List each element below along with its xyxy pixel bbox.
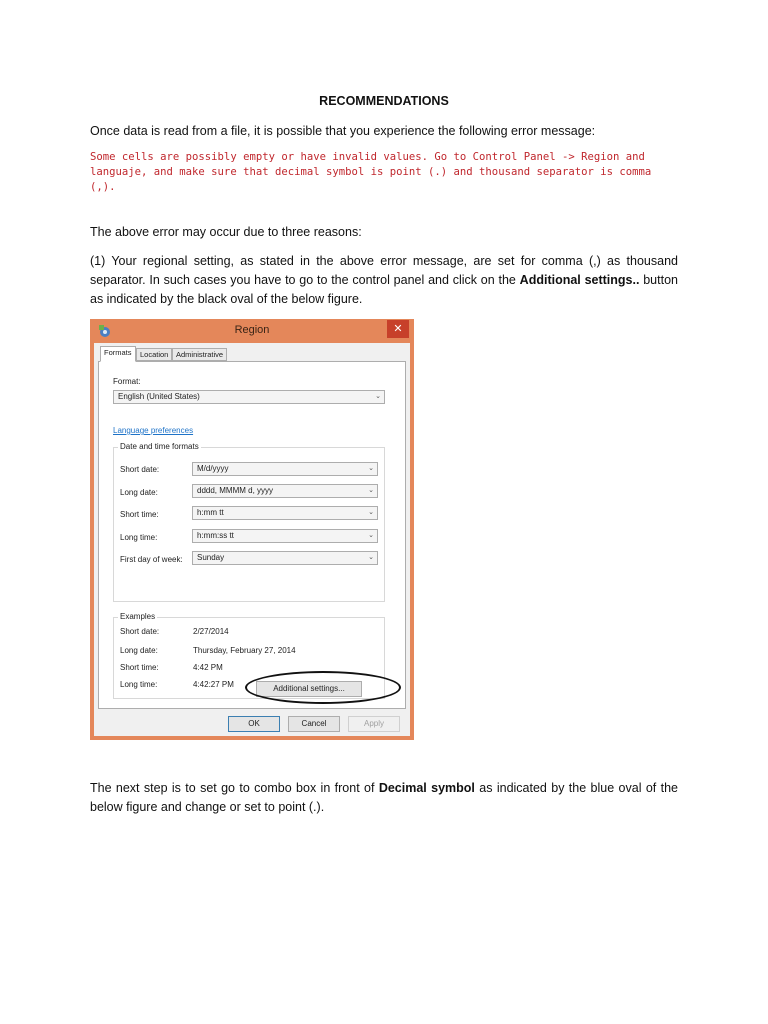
short-time-combo[interactable] [192,506,378,520]
chevron-down-icon: ⌄ [368,465,374,472]
chevron-down-icon: ⌄ [368,509,374,516]
intro-paragraph: Once data is read from a file, it is possible that you experience the following error message: [90,124,596,138]
reason-1-paragraph [90,252,678,309]
example-short-time-label: Short time: [120,663,159,672]
chevron-down-icon: ⌄ [368,487,374,494]
next-step-text-a: The next step is to set go to combo box in front of [90,781,379,795]
close-button[interactable]: ✕ [387,320,409,338]
long-time-combo[interactable] [192,529,378,543]
apply-button[interactable]: Apply [348,716,400,732]
example-long-date-label: Long date: [120,646,158,655]
date-time-group-title: Date and time formats [120,442,199,451]
long-date-label: Long date: [120,488,158,497]
ok-button[interactable]: OK [228,716,280,732]
reasons-intro: The above error may occur due to three reasons: [90,225,362,239]
next-step-text-b: as indicated by the blue oval of the below figure and change or set to point (.). [90,781,679,814]
additional-settings-mention: Additional settings.. [519,273,640,287]
highlight-oval [245,671,401,704]
dialog-titlebar [90,319,414,343]
tab-formats[interactable]: Formats [100,346,136,362]
cancel-button[interactable]: Cancel [288,716,340,732]
example-short-date-label: Short date: [120,627,160,636]
example-short-time-value: 4:42 PM [193,663,223,672]
long-time-label: Long time: [120,533,158,542]
next-step-paragraph [90,779,678,817]
long-time-value: h:mm:ss tt [197,531,234,540]
additional-settings-button[interactable]: Additional settings... [256,681,362,697]
reason-1-text-b: button as indicated by the black oval of the below figure. [90,273,678,306]
format-label: Format: [113,377,141,386]
short-time-label: Short time: [120,510,159,519]
short-time-value: h:mm tt [197,508,224,517]
example-short-date-value: 2/27/2014 [193,627,229,636]
date-time-group [113,442,385,602]
language-preferences-link[interactable]: Language preferences [113,426,194,435]
example-long-date-value: Thursday, February 27, 2014 [193,646,296,655]
region-dialog [90,319,414,740]
tab-administrative[interactable]: Administrative [172,348,227,361]
chevron-down-icon: ⌄ [375,393,381,400]
first-day-value: Sunday [197,553,225,562]
page-heading: RECOMMENDATIONS [319,94,449,108]
first-day-combo[interactable] [192,551,378,565]
decimal-symbol-mention: Decimal symbol [378,781,475,795]
long-date-combo[interactable] [192,484,378,498]
dialog-title: Region [234,324,270,336]
formats-panel [98,361,406,709]
chevron-down-icon: ⌄ [368,532,374,539]
chevron-down-icon: ⌄ [368,554,374,561]
short-date-label: Short date: [120,465,160,474]
error-message: Some cells are possibly empty or have invalid values. Go to Control Panel -> Region and languaje, and make sure that decimal symbol is point (.) and thousand separator is comma (,). [90,151,658,193]
examples-group-title: Examples [120,612,156,621]
format-combo-value: English (United States) [118,392,200,401]
example-long-time-value: 4:42:27 PM [193,680,234,689]
first-day-label: First day of week: [120,555,183,564]
dialog-client-area [94,343,410,736]
short-date-value: M/d/yyyy [197,464,229,473]
reason-1-text-a: (1) Your regional setting, as stated in the above error message, are set for comma (,) as thousand separator. In such cases you have to go to the control panel and click on the [90,254,678,287]
tab-location[interactable]: Location [136,348,172,361]
format-combo[interactable] [113,390,385,404]
short-date-combo[interactable] [192,462,378,476]
example-long-time-label: Long time: [120,680,158,689]
long-date-value: dddd, MMMM d, yyyy [197,486,274,495]
